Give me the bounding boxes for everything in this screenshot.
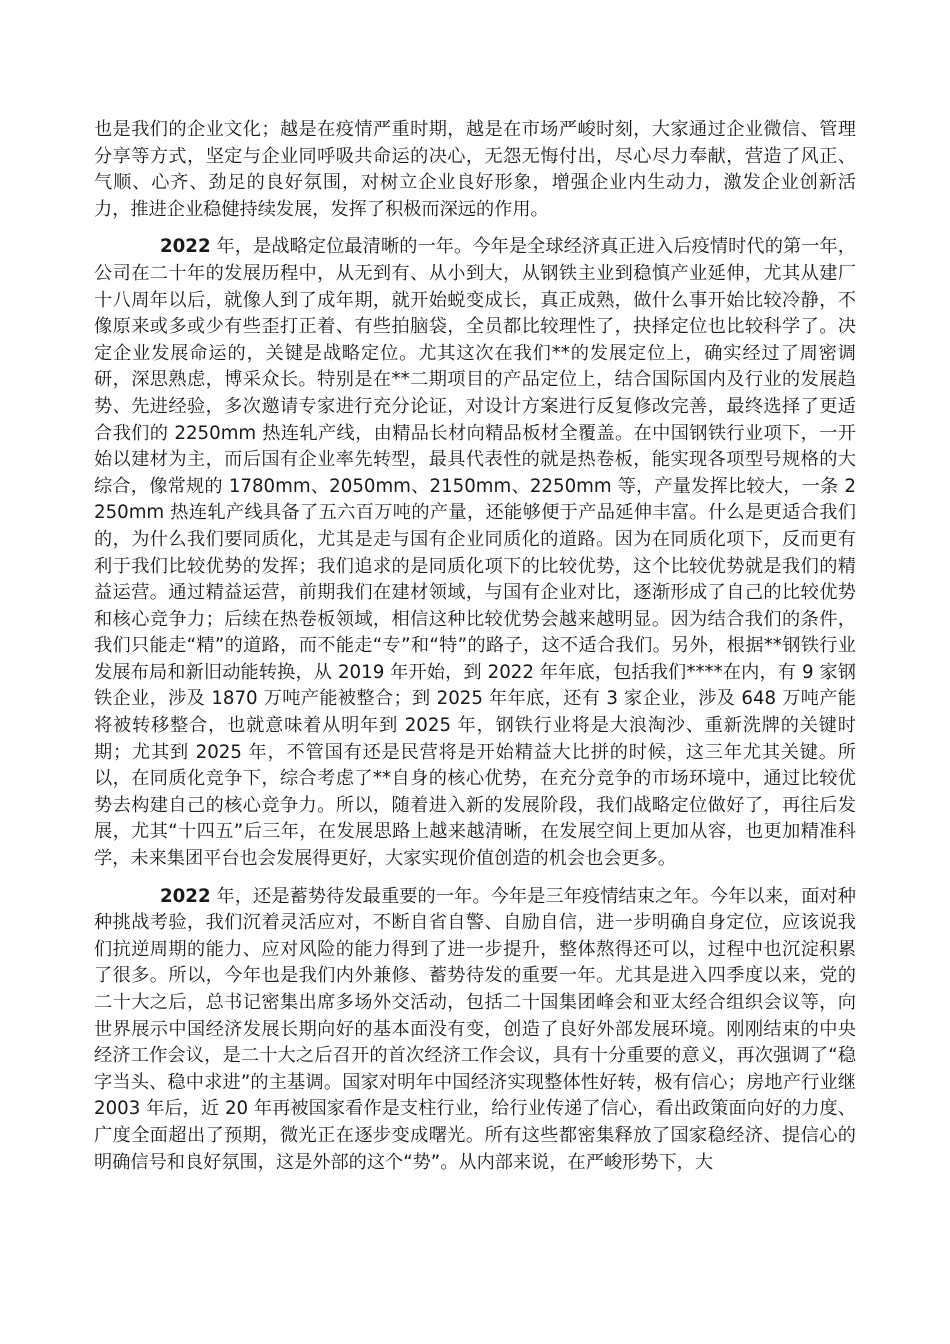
paragraph-text: 也是我们的企业文化；越是在疫情严重时期，越是在市场严峻时刻，大家通过企业微信、管理分享等方式，坚定与企业同呼吸共命运的决心，无怨无悔付出，尽心尽力奉献，营造了风正、气顺、心齐、劲足的良好氛围，对树立企业良好形象，增强企业内生动力，激发企业创新活力，推进企业稳健持续发展，发挥了积极而深远的作用。 bbox=[94, 119, 856, 220]
paragraph-lead-year: 2022 bbox=[160, 885, 211, 907]
paragraph-gathering-momentum bbox=[94, 884, 856, 1177]
paragraph-text: 年，是战略定位最清晰的一年。今年是全球经济真正进入后疫情时代的第一年，公司在二十年的发展历程中，从无到有、从小到大，从钢铁主业到稳慎产业延伸，尤其从建厂十八周年以后，就像人到了成年期，就开始蜕变成长，真正成熟，做什么事开始比较冷静，不像原来或多或少有些歪打正着、有些拍脑袋，全员都比较理性了，抉择定位也比较科学了。决定企业发展命运的，关键是战略定位。尤其这次在我们**的发展定位上，确实经过了周密调研，深思熟虑，博采众长。特别是在**二期项目的产品定位上，结合国际国内及行业的发展趋势、先进经验，多次邀请专家进行充分论证，对设计方案进行反复修改完善，最终选择了更适合我们的 2250mm 热连轧产线，由精品长材向精品板材全覆盖。在中国钢铁行业项下，一开始以建材为主，而后国有企业率先转型，最具代表性的就是热卷板，能实现各项型号规格的大综合，像常规的 1780mm、2050mm、2150mm、2250mm 等，产量发挥比较大，一条 2250mm 热连轧产线具备了五六百万吨的产量，还能够便于产品延伸丰富。什么是更适合我们的，为什么我们要同质化，尤其是走与国有企业同质化的道路。因为在同质化项下，反而更有利于我们比较优势的发挥；我们追求的是同质化项下的比较优势，这个比较优势就是我们的精益运营。通过精益运营，前期我们在建材领域，与国有企业对比，逐渐形成了自己的比较优势和核心竞争力；后续在热卷板领域，相信这种比较优势会越来越明显。因为结合我们的条件，我们只能走“精”的道路，而不能走“专”和“特”的路子，这不适合我们。另外，根据**钢铁行业发展布局和新旧动能转换，从 2019 年开始，到 2022 年年底，包括我们****在内，有 9 家钢铁企业，涉及 1870 万吨产能被整合；到 2025 年年底，还有 3 家企业，涉及 648 万吨产能将被转移整合，也就意味着从明年到 2025 年，钢铁行业将是大浪淘沙、重新洗牌的关键时期；尤其到 2025 年，不管国有还是民营将是开始精益大比拼的时候，这三年尤其关键。所以，在同质化竞争下，综合考虑了**自身的核心优势，在充分竞争的市场环境中，通过比较优势去构建自己的核心竞争力。所以，随着进入新的发展阶段，我们战略定位做好了，再往后发展，尤其“十四五”后三年，在发展思路上越来越清晰，在发展空间上更加从容，也更加精准科学，未来集团平台也会发展得更好，大家实现价值创造的机会也会更多。 bbox=[94, 236, 856, 870]
paragraph-text: 年，还是蓄势待发最重要的一年。今年是三年疫情结束之年。今年以来，面对种种挑战考验，我们沉着灵活应对，不断自省自警、自励自信，进一步明确自身定位，应该说我们抗逆周期的能力、应对风险的能力得到了进一步提升，整体熬得还可以，过程中也沉淀积累了很多。所以，今年也是我们内外兼修、蓄势待发的重要一年。尤其是进入四季度以来，党的二十大之后，总书记密集出席多场外交活动，包括二十国集团峰会和亚太经合组织会议等，向世界展示中国经济发展长期向好的基本面没有变，创造了良好外部发展环境。刚刚结束的中央经济工作会议，是二十大之后召开的首次经济工作会议，具有十分重要的意义，再次强调了“稳字当头、稳中求进”的主基调。国家对明年中国经济实现整体性好转，极有信心；房地产行业继 2003 年后，近 20 年再被国家看作是支柱行业，给行业传递了信心，看出政策面向好的力度、广度全面超出了预期，微光正在逐步变成曙光。所有这些都密集释放了国家稳经济、提信心的明确信号和良好氛围，这是外部的这个“势”。从内部来说，在严峻形势下，大 bbox=[94, 885, 856, 1173]
paragraph-strategic-positioning bbox=[94, 234, 856, 872]
paragraph-corporate-culture bbox=[94, 117, 856, 223]
paragraph-lead-year: 2022 bbox=[160, 236, 211, 258]
document-page bbox=[94, 117, 856, 1176]
